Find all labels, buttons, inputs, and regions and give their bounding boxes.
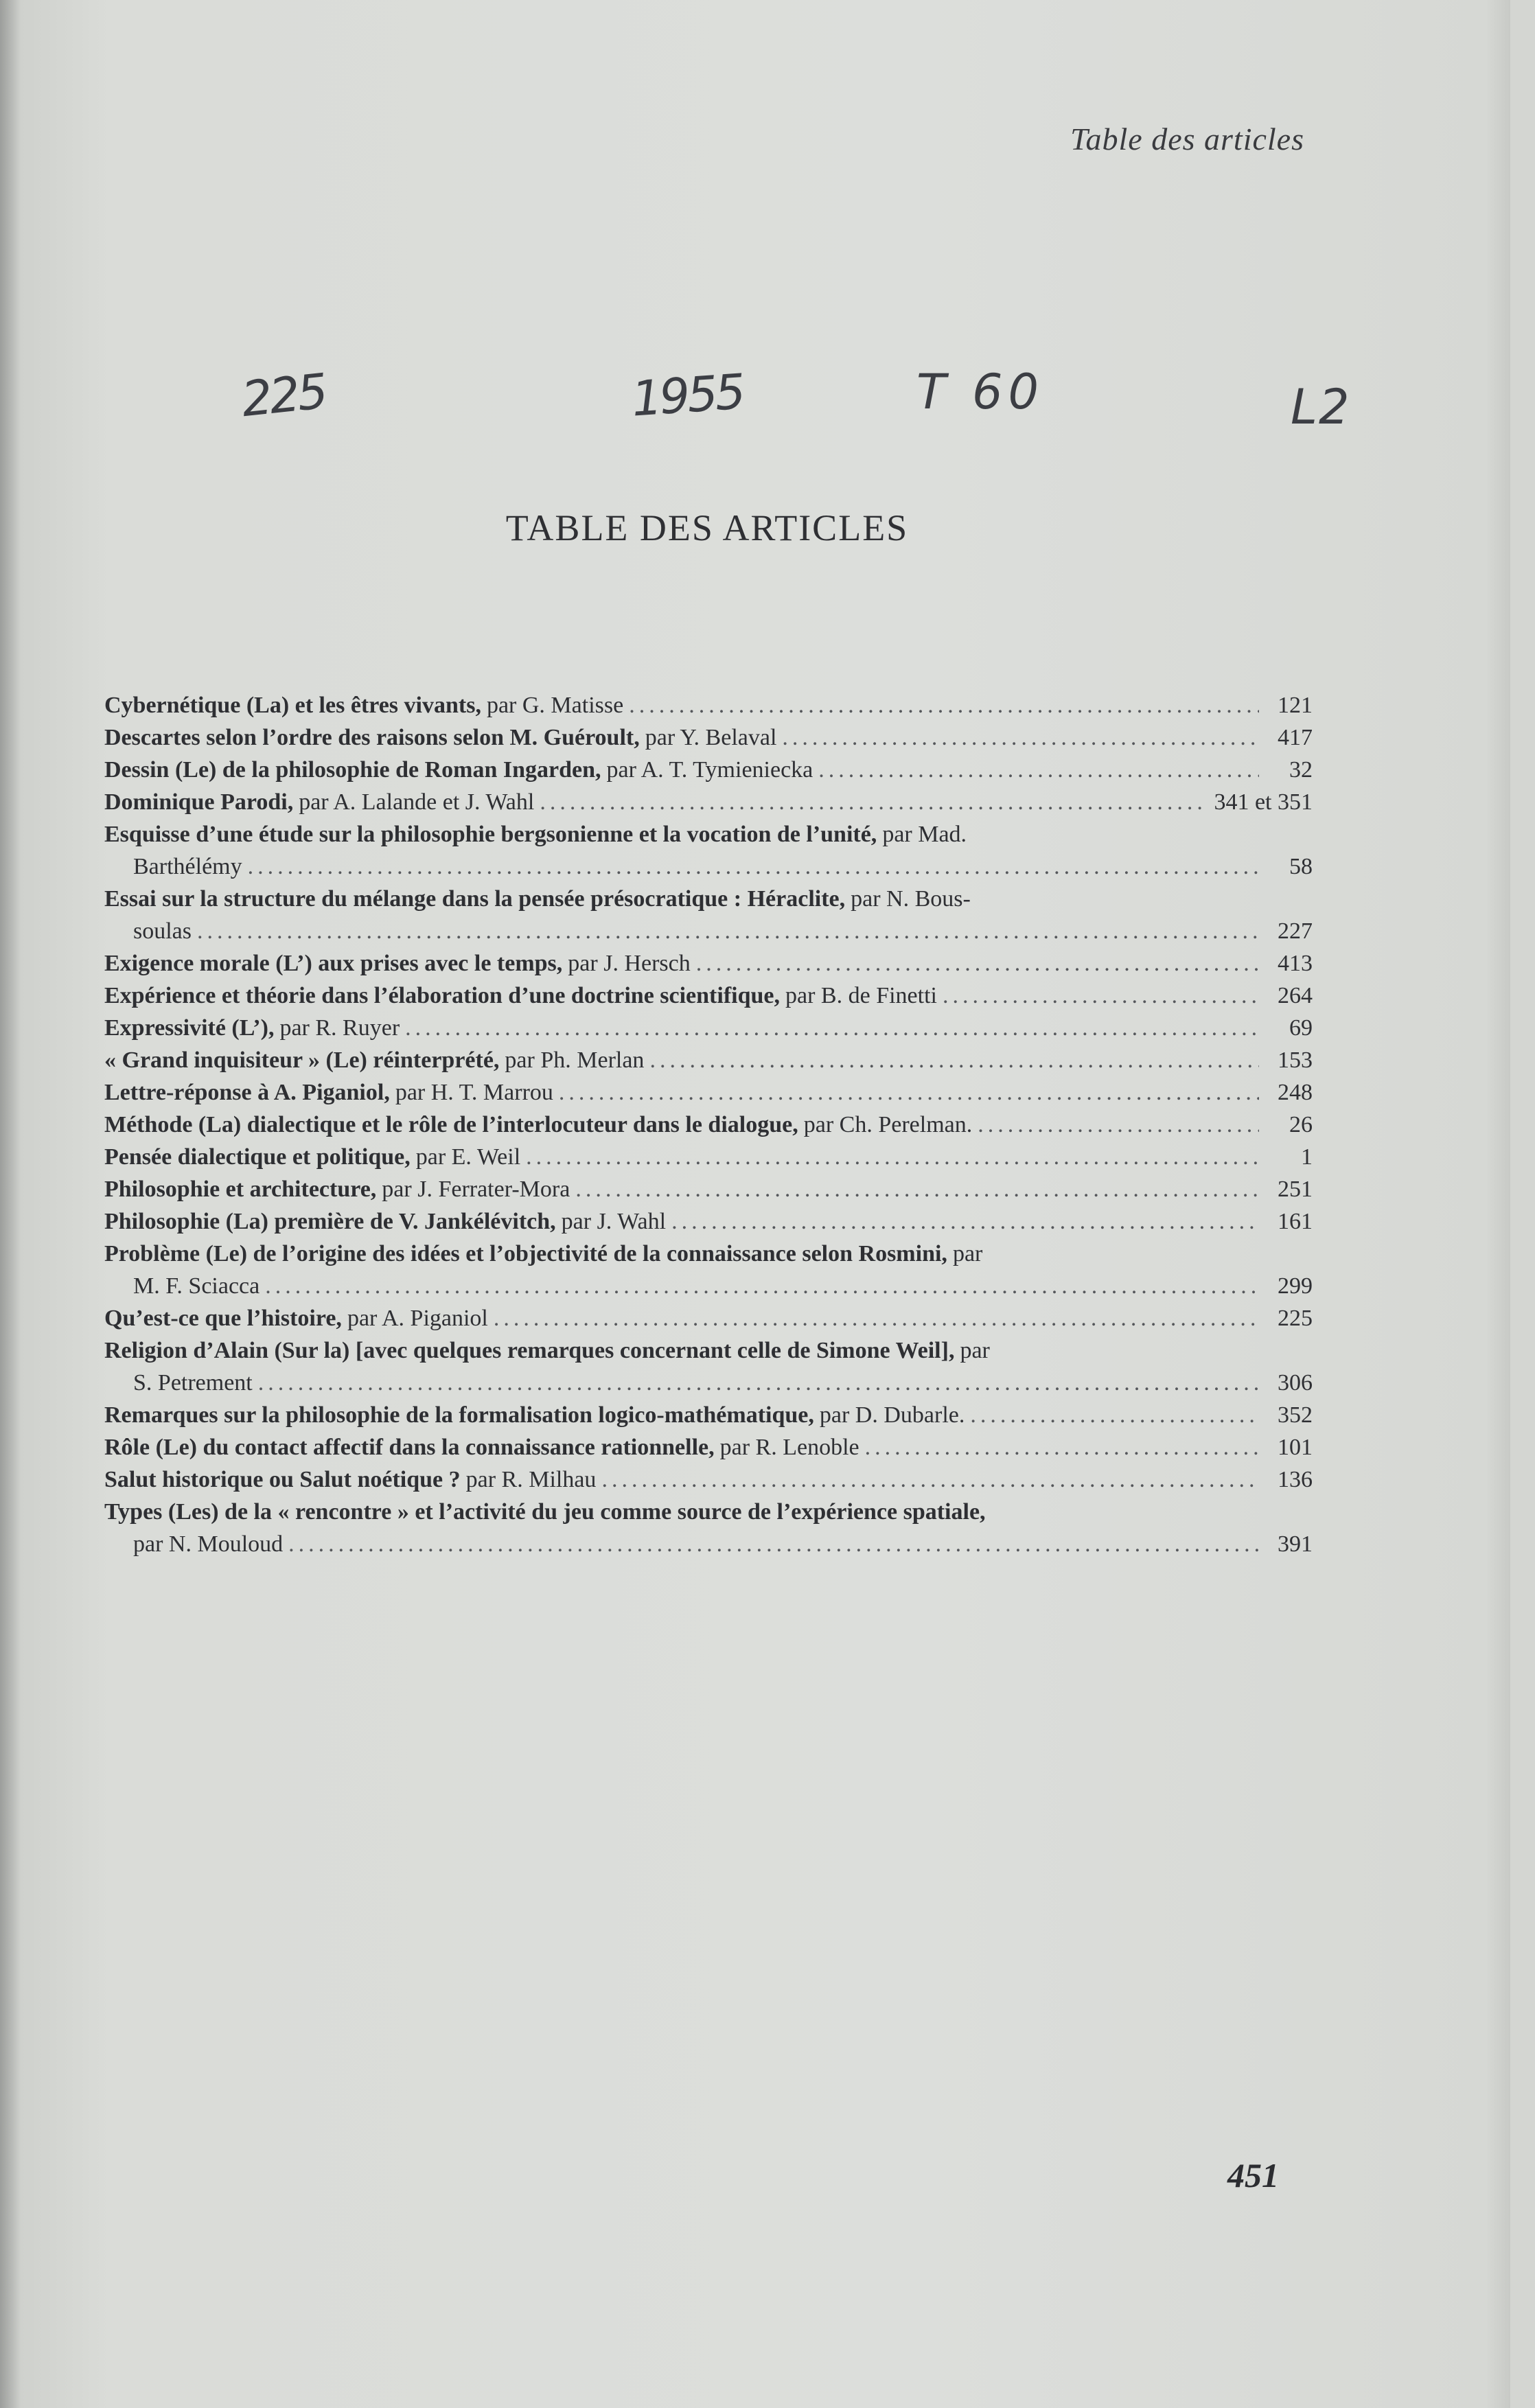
- entry-author: par A. Lalande et J. Wahl: [299, 789, 535, 815]
- entry-title: Religion d’Alain (Sur la) [avec quelques remarques concernant celle de Simone Weil],: [104, 1338, 955, 1363]
- toc-entry: [104, 1238, 1313, 1302]
- entry-page-number: 1: [1301, 1144, 1313, 1170]
- toc-entry: [104, 883, 1313, 947]
- entry-title: Salut historique ou Salut noétique ?: [104, 1467, 461, 1492]
- toc-entry-line: [104, 786, 1313, 818]
- entry-title: Cybernétique (La) et les êtres vivants,: [104, 693, 481, 718]
- running-title: Table des articles: [1070, 121, 1304, 157]
- toc-entry: [104, 1076, 1313, 1109]
- entry-author: par Ch. Perelman.: [803, 1112, 973, 1137]
- dot-leader: [943, 980, 1259, 1012]
- entry-title: Philosophie et architecture,: [104, 1177, 377, 1202]
- entry-author: par E. Weil: [415, 1144, 521, 1170]
- entry-title: Expressivité (L’),: [104, 1015, 275, 1041]
- toc-entry-line: [104, 1205, 1313, 1238]
- entry-author-continuation: par N. Mouloud: [133, 1531, 284, 1557]
- toc-entry-continuation: [104, 1270, 1313, 1302]
- handwritten-note-1: 225: [239, 362, 328, 428]
- dot-leader: [696, 947, 1259, 980]
- book-spine-shadow: [0, 0, 21, 2408]
- dot-leader: [494, 1302, 1259, 1334]
- toc-entry-line: [104, 1012, 1313, 1044]
- entry-page-number: 413: [1278, 951, 1313, 976]
- entry-title: Qu’est-ce que l’histoire,: [104, 1306, 342, 1331]
- entry-author: par R. Milhau: [465, 1467, 597, 1492]
- entry-page-number: 227: [1278, 918, 1313, 944]
- dot-leader: [782, 721, 1259, 754]
- entry-page-number: 136: [1278, 1467, 1313, 1492]
- dot-leader: [288, 1528, 1259, 1560]
- entry-page-number: 251: [1278, 1177, 1313, 1202]
- toc-entry: [104, 1431, 1313, 1463]
- entry-title: Dominique Parodi,: [104, 789, 294, 815]
- entry-page-number: 248: [1278, 1080, 1313, 1105]
- toc-entry-line: [104, 1496, 1313, 1528]
- toc-entry: [104, 1399, 1313, 1431]
- entry-title: Exigence morale (L’) aux prises avec le temps,: [104, 951, 563, 976]
- entry-title: Problème (Le) de l’origine des idées et l’objectivité de la connaissance selon Rosmini,: [104, 1241, 947, 1266]
- dot-leader: [559, 1076, 1259, 1109]
- entry-author: par G. Matisse: [486, 693, 624, 718]
- page-number: 451: [1227, 2156, 1279, 2195]
- entry-author: par J. Hersch: [568, 951, 691, 976]
- dot-leader: [265, 1270, 1259, 1302]
- entry-page-number: 299: [1278, 1273, 1313, 1299]
- entry-author: par Mad.: [882, 822, 967, 847]
- entry-title: Types (Les) de la « rencontre » et l’activité du jeu comme source de l’expérience spatiale,: [104, 1499, 986, 1525]
- entry-page-number: 32: [1289, 757, 1313, 783]
- entry-title: Dessin (Le) de la philosophie de Roman Ingarden,: [104, 757, 601, 783]
- entry-title: Philosophie (La) première de V. Jankélévitch,: [104, 1209, 556, 1234]
- entry-author-continuation: S. Petrement: [133, 1370, 253, 1396]
- toc-entry-line: [104, 754, 1313, 786]
- toc-entry-line: [104, 1109, 1313, 1141]
- page-edge: [1486, 0, 1510, 2408]
- entry-page-number: 121: [1278, 693, 1313, 718]
- dot-leader: [978, 1109, 1259, 1141]
- toc-entry: [104, 1141, 1313, 1173]
- entry-page-number: 58: [1289, 854, 1313, 879]
- toc-entry-line: [104, 1044, 1313, 1076]
- toc-entry-line: [104, 1302, 1313, 1334]
- entry-page-number: 352: [1278, 1402, 1313, 1428]
- toc-entry-line: [104, 1238, 1313, 1270]
- entry-author: par Ph. Merlan: [505, 1047, 645, 1073]
- dot-leader: [818, 754, 1259, 786]
- entry-page-number: 391: [1278, 1531, 1313, 1557]
- toc-entry: [104, 818, 1313, 883]
- toc-entry: [104, 721, 1313, 754]
- toc-entry: [104, 1463, 1313, 1496]
- toc-entry-line: [104, 1334, 1313, 1367]
- entry-page-number: 306: [1278, 1370, 1313, 1396]
- entry-title: Pensée dialectique et politique,: [104, 1144, 411, 1170]
- dot-leader: [540, 786, 1208, 818]
- entry-author-continuation: Barthélémy: [133, 854, 242, 879]
- entry-title: Rôle (Le) du contact affectif dans la connaissance rationnelle,: [104, 1435, 715, 1460]
- page-title: TABLE DES ARTICLES: [505, 507, 909, 548]
- entry-author: par Y. Belaval: [645, 725, 777, 750]
- toc-entry-line: [104, 1076, 1313, 1109]
- toc-entry-continuation: [104, 1367, 1313, 1399]
- toc-entry-continuation: [104, 850, 1313, 883]
- dot-leader: [629, 689, 1259, 721]
- entry-author-continuation: soulas: [133, 918, 192, 944]
- toc-entry: [104, 947, 1313, 980]
- toc-entry: [104, 1302, 1313, 1334]
- dot-leader: [248, 850, 1259, 883]
- table-of-contents: [104, 689, 1313, 1560]
- toc-entry: [104, 1205, 1313, 1238]
- dot-leader: [601, 1463, 1259, 1496]
- entry-author: par A. T. Tymieniecka: [606, 757, 813, 783]
- toc-entry-line: [104, 1399, 1313, 1431]
- entry-page-number: 26: [1289, 1112, 1313, 1137]
- entry-page-number: 161: [1278, 1209, 1313, 1234]
- toc-entry: [104, 980, 1313, 1012]
- toc-entry-line: [104, 1431, 1313, 1463]
- entry-title: Méthode (La) dialectique et le rôle de l’interlocuteur dans le dialogue,: [104, 1112, 798, 1137]
- entry-page-number: 264: [1278, 983, 1313, 1008]
- dot-leader: [671, 1205, 1259, 1238]
- toc-entry-line: [104, 689, 1313, 721]
- entry-author: par N. Bous-: [851, 886, 971, 912]
- dot-leader: [258, 1367, 1259, 1399]
- handwritten-note-2: 1955: [630, 363, 745, 428]
- toc-entry: [104, 1109, 1313, 1141]
- dot-leader: [526, 1141, 1259, 1173]
- toc-entry-line: [104, 980, 1313, 1012]
- handwritten-note-4: L2: [1291, 379, 1351, 435]
- entry-author: par J. Ferrater-Mora: [382, 1177, 570, 1202]
- entry-author: par J. Wahl: [561, 1209, 667, 1234]
- entry-author: par A. Piganiol: [347, 1306, 488, 1331]
- toc-entry-continuation: [104, 915, 1313, 947]
- toc-entry-continuation: [104, 1528, 1313, 1560]
- handwritten-note-3: T 60: [916, 364, 1045, 420]
- toc-entry: [104, 1173, 1313, 1205]
- entry-title: Remarques sur la philosophie de la formalisation logico-mathématique,: [104, 1402, 814, 1428]
- toc-entry-line: [104, 721, 1313, 754]
- toc-entry-line: [104, 818, 1313, 850]
- entry-page-number: 341 et 351: [1214, 789, 1313, 815]
- toc-entry: [104, 786, 1313, 818]
- entry-title: Lettre-réponse à A. Piganiol,: [104, 1080, 390, 1105]
- toc-entry: [104, 754, 1313, 786]
- dot-leader: [970, 1399, 1259, 1431]
- entry-author: par: [952, 1241, 983, 1266]
- entry-title: Descartes selon l’ordre des raisons selon M. Guéroult,: [104, 725, 640, 750]
- entry-author-continuation: M. F. Sciacca: [133, 1273, 260, 1299]
- entry-author: par: [960, 1338, 990, 1363]
- entry-title: Essai sur la structure du mélange dans la pensée présocratique : Héraclite,: [104, 886, 846, 912]
- entry-author: par B. de Finetti: [785, 983, 937, 1008]
- entry-author: par D. Dubarle.: [819, 1402, 965, 1428]
- dot-leader: [405, 1012, 1259, 1044]
- entry-page-number: 69: [1289, 1015, 1313, 1041]
- toc-entry-line: [104, 883, 1313, 915]
- toc-entry: [104, 1044, 1313, 1076]
- toc-entry: [104, 1496, 1313, 1560]
- entry-title: Expérience et théorie dans l’élaboration d’une doctrine scientifique,: [104, 983, 781, 1008]
- entry-page-number: 225: [1278, 1306, 1313, 1331]
- entry-title: « Grand inquisiteur » (Le) réinterprété,: [104, 1047, 500, 1073]
- toc-entry-line: [104, 1141, 1313, 1173]
- entry-page-number: 101: [1278, 1435, 1313, 1460]
- dot-leader: [197, 915, 1259, 947]
- entry-author: par H. T. Marrou: [395, 1080, 553, 1105]
- entry-author: par R. Lenoble: [719, 1435, 859, 1460]
- entry-page-number: 153: [1278, 1047, 1313, 1073]
- dot-leader: [575, 1173, 1259, 1205]
- dot-leader: [865, 1431, 1259, 1463]
- toc-entry-line: [104, 1173, 1313, 1205]
- toc-entry: [104, 689, 1313, 721]
- toc-entry: [104, 1334, 1313, 1399]
- entry-page-number: 417: [1278, 725, 1313, 750]
- entry-title: Esquisse d’une étude sur la philosophie bergsonienne et la vocation de l’unité,: [104, 822, 877, 847]
- toc-entry: [104, 1012, 1313, 1044]
- dot-leader: [649, 1044, 1259, 1076]
- toc-entry-line: [104, 947, 1313, 980]
- entry-author: par R. Ruyer: [279, 1015, 400, 1041]
- toc-entry-line: [104, 1463, 1313, 1496]
